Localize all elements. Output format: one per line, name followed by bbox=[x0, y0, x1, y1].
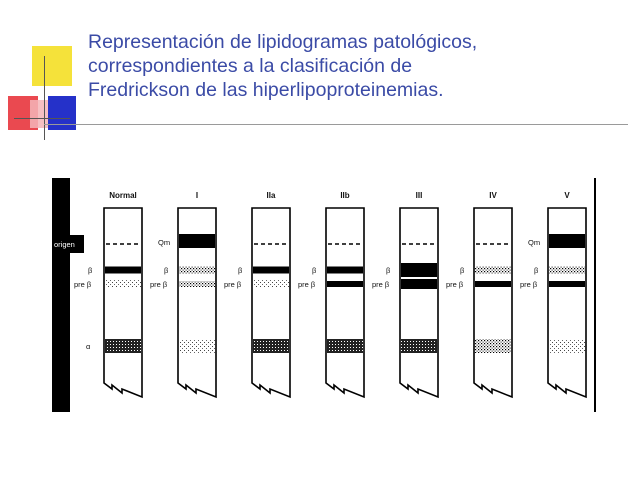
strip-label: Normal bbox=[109, 191, 137, 200]
label-beta: β bbox=[164, 266, 169, 275]
strip-label: IIb bbox=[340, 191, 350, 200]
label-beta: β bbox=[386, 266, 391, 275]
label-pre-beta: pre β bbox=[520, 280, 538, 289]
strip-label: I bbox=[195, 191, 199, 200]
label-pre-beta: pre β bbox=[298, 280, 316, 289]
alpha-band bbox=[327, 339, 363, 353]
beta-band bbox=[401, 263, 437, 277]
slide-title bbox=[88, 30, 628, 102]
alpha-band bbox=[179, 339, 215, 353]
left-border-bar bbox=[52, 178, 70, 412]
title-line-3: Fredrickson de las hiperlipoproteinemias. bbox=[88, 79, 444, 101]
pre-beta-band bbox=[549, 281, 585, 287]
strip-label: III bbox=[415, 191, 423, 200]
strip-label: IV bbox=[489, 191, 497, 200]
strip-4 bbox=[326, 191, 364, 397]
beta-band bbox=[105, 267, 141, 274]
label-pre-beta: pre β bbox=[446, 280, 464, 289]
alpha-band bbox=[105, 339, 141, 353]
alpha-band bbox=[549, 339, 585, 353]
label-qm: Qm bbox=[158, 238, 171, 247]
strip-outline bbox=[474, 208, 512, 397]
strip-6 bbox=[474, 191, 512, 397]
label-pre-beta: pre β bbox=[224, 280, 242, 289]
deco-horizontal-line bbox=[14, 118, 70, 119]
strip-outline bbox=[326, 208, 364, 397]
strip-1 bbox=[104, 191, 142, 397]
label-beta: β bbox=[534, 266, 539, 275]
lipidogram-svg bbox=[52, 178, 596, 412]
label-pre-beta: pre β bbox=[372, 280, 390, 289]
pre-beta-band bbox=[253, 280, 289, 288]
lipidogram-figure bbox=[52, 178, 596, 412]
label-beta: β bbox=[312, 266, 317, 275]
alpha-band bbox=[401, 339, 437, 353]
strips-group bbox=[74, 178, 595, 412]
label-alpha: α bbox=[86, 342, 91, 351]
title-line-1: Representación de lipidogramas patológicos, bbox=[88, 31, 478, 53]
alpha-band bbox=[475, 339, 511, 353]
strip-outline bbox=[104, 208, 142, 397]
pre-beta-band bbox=[327, 281, 363, 287]
strip-7 bbox=[548, 191, 586, 397]
beta-band bbox=[327, 267, 363, 274]
title-divider bbox=[44, 124, 628, 125]
strip-5 bbox=[400, 191, 438, 397]
deco-yellow-square bbox=[32, 46, 72, 86]
strip-outline bbox=[252, 208, 290, 397]
chylomicron-band bbox=[179, 234, 215, 248]
beta-band bbox=[179, 267, 215, 274]
label-beta: β bbox=[88, 266, 93, 275]
pre-beta-band bbox=[105, 280, 141, 288]
label-beta: β bbox=[460, 266, 465, 275]
pre-beta-band bbox=[179, 281, 215, 287]
strip-label: IIa bbox=[266, 191, 276, 200]
label-pre-beta: pre β bbox=[74, 280, 92, 289]
chylomicron-band bbox=[549, 234, 585, 248]
label-origen: origen bbox=[54, 240, 75, 249]
deco-vertical-line bbox=[44, 56, 45, 140]
beta-band bbox=[549, 267, 585, 274]
label-qm: Qm bbox=[528, 238, 541, 247]
beta-band bbox=[253, 267, 289, 274]
pre-beta-band bbox=[401, 279, 437, 289]
strip-label: V bbox=[564, 191, 570, 200]
label-pre-beta: pre β bbox=[150, 280, 168, 289]
beta-band bbox=[475, 267, 511, 274]
label-beta: β bbox=[238, 266, 243, 275]
pre-beta-band bbox=[475, 281, 511, 287]
title-line-2: correspondientes a la clasificación de bbox=[88, 55, 413, 77]
strip-3 bbox=[252, 191, 290, 397]
strip-2 bbox=[178, 191, 216, 397]
alpha-band bbox=[253, 339, 289, 353]
strip-outline bbox=[400, 208, 438, 397]
